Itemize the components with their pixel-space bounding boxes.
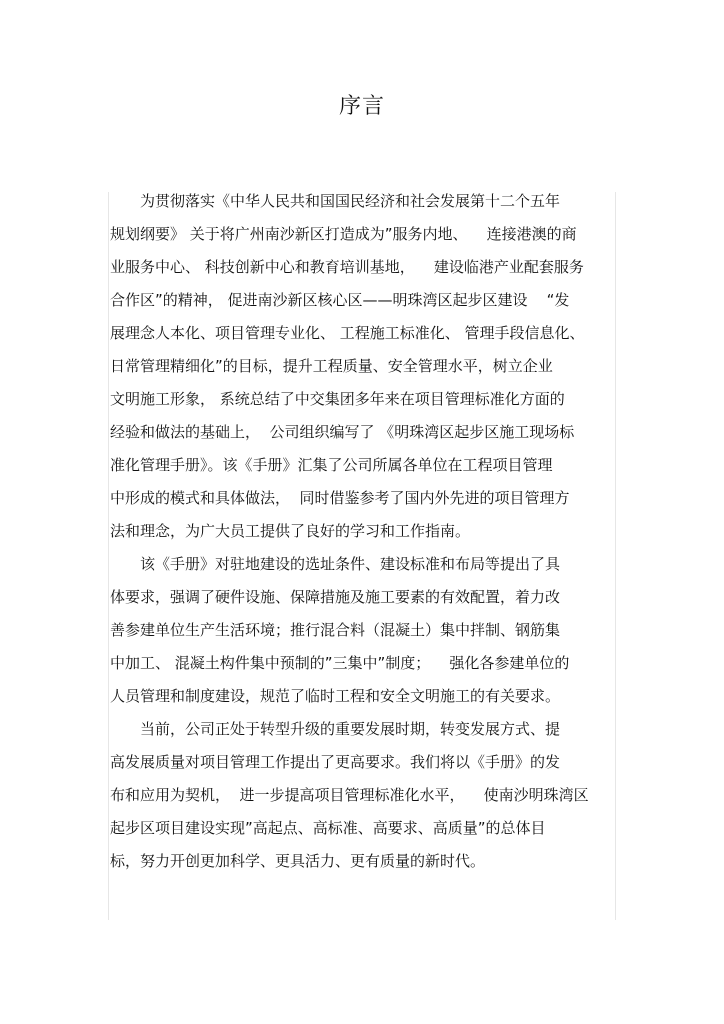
preface-body [110,188,616,881]
page-title: 序言 [338,94,385,119]
paragraph-1-line: 展理念人本化、项目管理专业化、 工程施工标准化、 管理手段信息化、 [110,324,585,342]
paragraph-2-line: 该《手册》对驻地建设的选址条件、建设标准和布局等提出了具 [140,555,561,573]
paragraph-1-line: 为贯彻落实《中华人民共和国国民经济和社会发展第十二个五年 [140,192,561,210]
paragraph-3-line: 当前，公司正处于转型升级的重要发展时期，转变发展方式、提 [140,720,561,738]
paragraph-2-line: 体要求，强调了硬件设施、保障措施及施工要素的有效配置，着力改 [110,588,561,606]
paragraph-1-line: 日常管理精细化”的目标，提升工程质量、安全管理水平，树立企业 [110,357,553,375]
paragraph-1-line: 合作区”的精神， 促进南沙新区核心区——明珠湾区起步区建设 “发 [110,291,570,309]
paragraph-2-line: 中加工、 混凝土构件集中预制的”三集中”制度； 强化各参建单位的 [110,654,570,672]
paragraph-1-line: 经验和做法的基础上， 公司组织编写了 《明珠湾区起步区施工现场标 [110,423,575,441]
paragraph-2-line: 人员管理和制度建设，规范了临时工程和安全文明施工的有关要求。 [110,687,561,705]
paragraph-2-line: 善参建单位生产生活环境；推行混合料（混凝土）集中拌制、钢筋集 [110,621,561,639]
paragraph-1-line: 法和理念，为广大员工提供了良好的学习和工作指南。 [110,522,471,540]
paragraph-1-line: 准化管理手册》。该《手册》汇集了公司所属各单位在工程项目管理 [110,456,553,474]
paragraph-3-line: 高发展质量对项目管理工作提出了更高要求。我们将以《手册》的发 [110,753,561,771]
text-frame-left-border [108,192,109,920]
paragraph-3-line: 起步区项目建设实现”高起点、高标准、高要求、高质量”的总体目 [110,819,546,837]
paragraph-3-line: 标，努力开创更加科学、更具活力、更有质量的新时代。 [110,852,486,870]
paragraph-1-line: 中形成的模式和具体做法， 同时借鉴参考了国内外先进的项目管理方 [110,489,570,507]
paragraph-1-line: 规划纲要》 关于将广州南沙新区打造成为”服务内地、 连接港澳的商 [110,225,577,243]
paragraph-1-line: 业服务中心、 科技创新中心和教育培训基地， 建设临港产业配套服务 [110,258,584,276]
paragraph-1-line: 文明施工形象， 系统总结了中交集团多年来在项目管理标准化方面的 [110,390,565,408]
paragraph-3-line: 布和应用为契机， 进一步提高项目管理标准化水平， 使南沙明珠湾区 [110,786,589,804]
